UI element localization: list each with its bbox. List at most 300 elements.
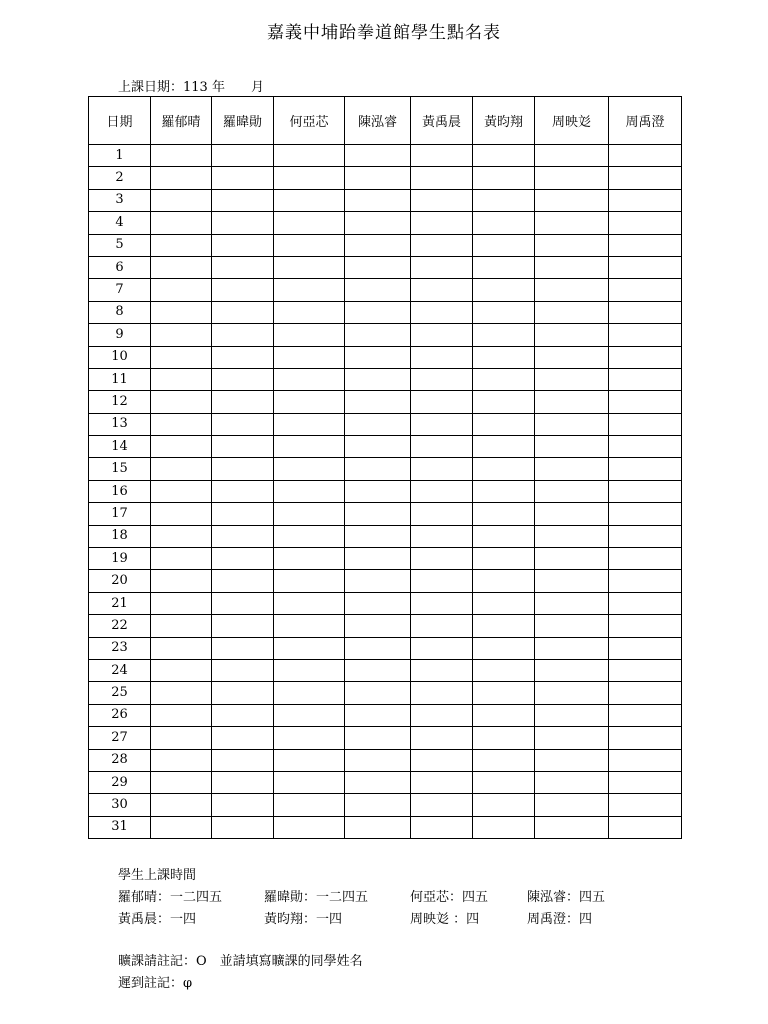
attendance-cell[interactable] <box>151 794 212 816</box>
day-row <box>89 189 682 211</box>
attendance-cell[interactable] <box>212 592 274 614</box>
attendance-cell[interactable] <box>274 615 345 637</box>
attendance-cell[interactable] <box>535 279 609 301</box>
day-row <box>89 548 682 570</box>
attendance-cell[interactable] <box>274 368 345 390</box>
attendance-cell[interactable] <box>609 704 682 726</box>
attendance-cell[interactable] <box>274 771 345 793</box>
attendance-cell[interactable] <box>609 637 682 659</box>
attendance-cell[interactable] <box>345 324 411 346</box>
attendance-cell[interactable] <box>473 659 535 681</box>
attendance-cell[interactable] <box>411 413 473 435</box>
day-number: 9 <box>89 324 151 346</box>
attendance-cell[interactable] <box>473 682 535 704</box>
day-number: 15 <box>89 458 151 480</box>
attendance-cell[interactable] <box>473 704 535 726</box>
attendance-cell[interactable] <box>473 592 535 614</box>
attendance-cell[interactable] <box>151 301 212 323</box>
attendance-cell[interactable] <box>274 704 345 726</box>
attendance-cell[interactable] <box>609 682 682 704</box>
attendance-cell[interactable] <box>473 234 535 256</box>
attendance-table <box>88 96 682 839</box>
attendance-cell[interactable] <box>609 480 682 502</box>
attendance-cell[interactable] <box>411 659 473 681</box>
attendance-cell[interactable] <box>535 704 609 726</box>
attendance-cell[interactable] <box>151 189 212 211</box>
day-number: 4 <box>89 212 151 234</box>
attendance-cell[interactable] <box>345 615 411 637</box>
attendance-cell[interactable] <box>535 615 609 637</box>
attendance-cell[interactable] <box>473 301 535 323</box>
attendance-cell[interactable] <box>609 570 682 592</box>
attendance-cell[interactable] <box>345 503 411 525</box>
header-row <box>89 97 682 145</box>
attendance-cell[interactable] <box>609 503 682 525</box>
attendance-cell[interactable] <box>411 548 473 570</box>
attendance-cell[interactable] <box>345 167 411 189</box>
attendance-cell[interactable] <box>212 212 274 234</box>
attendance-cell[interactable] <box>151 413 212 435</box>
attendance-cell[interactable] <box>473 279 535 301</box>
attendance-cell[interactable] <box>212 458 274 480</box>
attendance-cell[interactable] <box>535 368 609 390</box>
attendance-cell[interactable] <box>274 682 345 704</box>
attendance-cell[interactable] <box>274 145 345 167</box>
attendance-cell[interactable] <box>411 682 473 704</box>
attendance-cell[interactable] <box>609 234 682 256</box>
attendance-cell[interactable] <box>473 458 535 480</box>
attendance-cell[interactable] <box>151 548 212 570</box>
attendance-cell[interactable] <box>345 413 411 435</box>
attendance-cell[interactable] <box>345 682 411 704</box>
day-number: 27 <box>89 727 151 749</box>
attendance-cell[interactable] <box>212 368 274 390</box>
attendance-cell[interactable] <box>151 346 212 368</box>
schedule-entry: 羅暐勛：一二四五 <box>264 890 369 905</box>
attendance-cell[interactable] <box>411 525 473 547</box>
attendance-cell[interactable] <box>151 145 212 167</box>
attendance-cell[interactable] <box>411 234 473 256</box>
attendance-cell[interactable] <box>274 570 345 592</box>
attendance-cell[interactable] <box>535 816 609 838</box>
attendance-cell[interactable] <box>535 480 609 502</box>
attendance-cell[interactable] <box>151 458 212 480</box>
attendance-cell[interactable] <box>151 324 212 346</box>
attendance-cell[interactable] <box>345 794 411 816</box>
attendance-cell[interactable] <box>212 615 274 637</box>
attendance-cell[interactable] <box>535 301 609 323</box>
attendance-cell[interactable] <box>345 480 411 502</box>
attendance-cell[interactable] <box>411 279 473 301</box>
attendance-cell[interactable] <box>151 256 212 278</box>
attendance-cell[interactable] <box>535 503 609 525</box>
attendance-cell[interactable] <box>535 682 609 704</box>
attendance-cell[interactable] <box>212 301 274 323</box>
attendance-cell[interactable] <box>274 256 345 278</box>
attendance-cell[interactable] <box>535 727 609 749</box>
attendance-cell[interactable] <box>609 436 682 458</box>
attendance-cell[interactable] <box>411 324 473 346</box>
attendance-cell[interactable] <box>345 436 411 458</box>
attendance-cell[interactable] <box>473 167 535 189</box>
attendance-cell[interactable] <box>411 637 473 659</box>
attendance-cell[interactable] <box>274 659 345 681</box>
attendance-cell[interactable] <box>345 749 411 771</box>
attendance-cell[interactable] <box>151 436 212 458</box>
day-row <box>89 167 682 189</box>
attendance-cell[interactable] <box>609 279 682 301</box>
attendance-cell[interactable] <box>609 592 682 614</box>
attendance-cell[interactable] <box>274 794 345 816</box>
attendance-cell[interactable] <box>473 189 535 211</box>
attendance-cell[interactable] <box>535 771 609 793</box>
attendance-cell[interactable] <box>345 256 411 278</box>
attendance-cell[interactable] <box>212 570 274 592</box>
attendance-cell[interactable] <box>345 659 411 681</box>
attendance-cell[interactable] <box>212 167 274 189</box>
day-number: 5 <box>89 234 151 256</box>
attendance-cell[interactable] <box>411 503 473 525</box>
attendance-cell[interactable] <box>411 212 473 234</box>
attendance-cell[interactable] <box>609 548 682 570</box>
attendance-cell[interactable] <box>535 145 609 167</box>
day-number: 29 <box>89 771 151 793</box>
attendance-cell[interactable] <box>151 391 212 413</box>
schedule-entry: 何亞芯：四五 <box>410 890 489 905</box>
attendance-cell[interactable] <box>535 794 609 816</box>
attendance-cell[interactable] <box>212 771 274 793</box>
attendance-cell[interactable] <box>151 704 212 726</box>
attendance-cell[interactable] <box>151 615 212 637</box>
attendance-cell[interactable] <box>535 525 609 547</box>
day-row <box>89 145 682 167</box>
attendance-cell[interactable] <box>609 727 682 749</box>
attendance-cell[interactable] <box>411 458 473 480</box>
attendance-cell[interactable] <box>609 212 682 234</box>
attendance-cell[interactable] <box>212 145 274 167</box>
attendance-cell[interactable] <box>609 771 682 793</box>
attendance-cell[interactable] <box>212 234 274 256</box>
attendance-cell[interactable] <box>274 346 345 368</box>
attendance-cell[interactable] <box>609 346 682 368</box>
attendance-cell[interactable] <box>411 727 473 749</box>
attendance-cell[interactable] <box>411 794 473 816</box>
attendance-cell[interactable] <box>212 659 274 681</box>
attendance-cell[interactable] <box>151 592 212 614</box>
attendance-cell[interactable] <box>473 503 535 525</box>
attendance-cell[interactable] <box>212 727 274 749</box>
attendance-cell[interactable] <box>212 682 274 704</box>
attendance-cell[interactable] <box>473 615 535 637</box>
attendance-cell[interactable] <box>274 548 345 570</box>
attendance-cell[interactable] <box>212 503 274 525</box>
attendance-cell[interactable] <box>535 234 609 256</box>
attendance-cell[interactable] <box>274 816 345 838</box>
attendance-cell[interactable] <box>151 212 212 234</box>
attendance-cell[interactable] <box>274 391 345 413</box>
attendance-cell[interactable] <box>473 727 535 749</box>
attendance-cell[interactable] <box>274 637 345 659</box>
attendance-cell[interactable] <box>212 480 274 502</box>
attendance-cell[interactable] <box>151 234 212 256</box>
attendance-cell[interactable] <box>535 256 609 278</box>
attendance-cell[interactable] <box>212 749 274 771</box>
attendance-cell[interactable] <box>151 727 212 749</box>
attendance-cell[interactable] <box>535 458 609 480</box>
attendance-cell[interactable] <box>151 167 212 189</box>
attendance-cell[interactable] <box>473 637 535 659</box>
attendance-cell[interactable] <box>473 816 535 838</box>
attendance-cell[interactable] <box>151 771 212 793</box>
attendance-cell[interactable] <box>345 368 411 390</box>
attendance-cell[interactable] <box>212 279 274 301</box>
attendance-cell[interactable] <box>345 346 411 368</box>
attendance-cell[interactable] <box>345 727 411 749</box>
attendance-cell[interactable] <box>274 301 345 323</box>
attendance-cell[interactable] <box>609 391 682 413</box>
attendance-cell[interactable] <box>151 525 212 547</box>
attendance-cell[interactable] <box>345 592 411 614</box>
attendance-cell[interactable] <box>411 771 473 793</box>
attendance-cell[interactable] <box>411 145 473 167</box>
attendance-cell[interactable] <box>345 548 411 570</box>
schedule-row <box>118 886 678 908</box>
attendance-cell[interactable] <box>473 749 535 771</box>
attendance-cell[interactable] <box>411 368 473 390</box>
attendance-cell[interactable] <box>609 525 682 547</box>
schedule-entry: 黃昀翔：一四 <box>264 912 343 927</box>
attendance-cell[interactable] <box>609 413 682 435</box>
attendance-cell[interactable] <box>274 279 345 301</box>
attendance-cell[interactable] <box>535 212 609 234</box>
attendance-cell[interactable] <box>473 368 535 390</box>
attendance-cell[interactable] <box>274 234 345 256</box>
day-number: 2 <box>89 167 151 189</box>
day-row <box>89 525 682 547</box>
attendance-cell[interactable] <box>411 615 473 637</box>
attendance-cell[interactable] <box>274 189 345 211</box>
attendance-cell[interactable] <box>345 771 411 793</box>
day-number: 14 <box>89 436 151 458</box>
attendance-cell[interactable] <box>473 570 535 592</box>
page-title: 嘉義中埔跆拳道館學生點名表 <box>267 23 501 43</box>
attendance-cell[interactable] <box>274 749 345 771</box>
day-number: 31 <box>89 816 151 838</box>
attendance-cell[interactable] <box>411 592 473 614</box>
day-row <box>89 301 682 323</box>
attendance-cell[interactable] <box>609 615 682 637</box>
attendance-cell[interactable] <box>535 749 609 771</box>
attendance-cell[interactable] <box>212 413 274 435</box>
attendance-cell[interactable] <box>535 548 609 570</box>
attendance-cell[interactable] <box>345 570 411 592</box>
attendance-cell[interactable] <box>411 167 473 189</box>
day-number: 24 <box>89 659 151 681</box>
attendance-cell[interactable] <box>411 346 473 368</box>
attendance-cell[interactable] <box>473 391 535 413</box>
attendance-cell[interactable] <box>473 794 535 816</box>
attendance-cell[interactable] <box>473 771 535 793</box>
day-row <box>89 256 682 278</box>
attendance-cell[interactable] <box>609 301 682 323</box>
attendance-cell[interactable] <box>345 816 411 838</box>
attendance-cell[interactable] <box>151 637 212 659</box>
attendance-cell[interactable] <box>473 256 535 278</box>
attendance-cell[interactable] <box>473 436 535 458</box>
absence-legend: 曠課請註記：O 並請填寫曠課的同學姓名 <box>118 954 363 969</box>
attendance-cell[interactable] <box>345 525 411 547</box>
attendance-cell[interactable] <box>473 346 535 368</box>
attendance-cell[interactable] <box>345 212 411 234</box>
attendance-cell[interactable] <box>609 189 682 211</box>
attendance-cell[interactable] <box>345 145 411 167</box>
day-row <box>89 794 682 816</box>
schedule-entry: 陳泓睿：四五 <box>527 890 606 905</box>
attendance-cell[interactable] <box>151 503 212 525</box>
attendance-cell[interactable] <box>535 570 609 592</box>
attendance-cell[interactable] <box>345 637 411 659</box>
attendance-cell[interactable] <box>274 324 345 346</box>
attendance-cell[interactable] <box>411 704 473 726</box>
attendance-cell[interactable] <box>274 503 345 525</box>
attendance-cell[interactable] <box>212 548 274 570</box>
attendance-cell[interactable] <box>411 391 473 413</box>
attendance-cell[interactable] <box>345 458 411 480</box>
attendance-cell[interactable] <box>212 525 274 547</box>
student-column-header: 黃昀翔 <box>473 97 535 145</box>
attendance-cell[interactable] <box>609 816 682 838</box>
attendance-cell[interactable] <box>345 391 411 413</box>
date-column-header: 日期 <box>89 97 151 145</box>
attendance-cell[interactable] <box>535 637 609 659</box>
attendance-cell[interactable] <box>212 346 274 368</box>
schedule-entry: 羅郁晴：一二四五 <box>118 890 223 905</box>
attendance-cell[interactable] <box>274 167 345 189</box>
attendance-cell[interactable] <box>535 346 609 368</box>
attendance-cell[interactable] <box>151 570 212 592</box>
attendance-cell[interactable] <box>411 301 473 323</box>
day-row <box>89 324 682 346</box>
attendance-cell[interactable] <box>274 212 345 234</box>
attendance-cell[interactable] <box>274 480 345 502</box>
late-legend: 遲到註記：φ <box>118 976 193 991</box>
day-row <box>89 212 682 234</box>
attendance-cell[interactable] <box>151 682 212 704</box>
attendance-cell[interactable] <box>609 145 682 167</box>
attendance-cell[interactable] <box>473 548 535 570</box>
attendance-cell[interactable] <box>535 659 609 681</box>
attendance-cell[interactable] <box>411 816 473 838</box>
attendance-cell[interactable] <box>473 212 535 234</box>
attendance-cell[interactable] <box>212 189 274 211</box>
attendance-cell[interactable] <box>411 749 473 771</box>
attendance-cell[interactable] <box>345 189 411 211</box>
attendance-cell[interactable] <box>151 816 212 838</box>
attendance-cell[interactable] <box>411 436 473 458</box>
attendance-cell[interactable] <box>274 436 345 458</box>
attendance-cell[interactable] <box>274 458 345 480</box>
day-row <box>89 413 682 435</box>
class-date-line: 上課日期：113 年 月 <box>118 80 264 95</box>
attendance-cell[interactable] <box>212 324 274 346</box>
attendance-cell[interactable] <box>212 391 274 413</box>
attendance-cell[interactable] <box>535 592 609 614</box>
attendance-cell[interactable] <box>212 794 274 816</box>
attendance-cell[interactable] <box>212 256 274 278</box>
attendance-cell[interactable] <box>411 570 473 592</box>
day-row <box>89 346 682 368</box>
day-row <box>89 234 682 256</box>
day-row <box>89 659 682 681</box>
day-row <box>89 279 682 301</box>
attendance-cell[interactable] <box>535 324 609 346</box>
attendance-cell[interactable] <box>473 324 535 346</box>
day-number: 20 <box>89 570 151 592</box>
day-number: 12 <box>89 391 151 413</box>
attendance-cell[interactable] <box>473 525 535 547</box>
attendance-cell[interactable] <box>212 704 274 726</box>
attendance-cell[interactable] <box>151 279 212 301</box>
attendance-cell[interactable] <box>345 704 411 726</box>
attendance-cell[interactable] <box>609 794 682 816</box>
attendance-cell[interactable] <box>151 480 212 502</box>
attendance-cell[interactable] <box>411 256 473 278</box>
day-number: 3 <box>89 189 151 211</box>
day-row <box>89 637 682 659</box>
day-number: 23 <box>89 637 151 659</box>
attendance-cell[interactable] <box>151 749 212 771</box>
attendance-cell[interactable] <box>609 256 682 278</box>
attendance-cell[interactable] <box>411 480 473 502</box>
attendance-cell[interactable] <box>345 279 411 301</box>
attendance-cell[interactable] <box>212 637 274 659</box>
attendance-cell[interactable] <box>274 413 345 435</box>
attendance-cell[interactable] <box>473 413 535 435</box>
attendance-cell[interactable] <box>212 816 274 838</box>
attendance-cell[interactable] <box>535 413 609 435</box>
attendance-cell[interactable] <box>535 167 609 189</box>
attendance-cell[interactable] <box>535 189 609 211</box>
attendance-cell[interactable] <box>345 234 411 256</box>
attendance-cell[interactable] <box>274 727 345 749</box>
attendance-cell[interactable] <box>535 436 609 458</box>
attendance-cell[interactable] <box>609 368 682 390</box>
student-column-header: 羅暐勛 <box>212 97 274 145</box>
attendance-cell[interactable] <box>274 525 345 547</box>
attendance-cell[interactable] <box>535 391 609 413</box>
attendance-cell[interactable] <box>151 368 212 390</box>
day-row <box>89 458 682 480</box>
attendance-cell[interactable] <box>274 592 345 614</box>
attendance-cell[interactable] <box>473 480 535 502</box>
attendance-cell[interactable] <box>151 659 212 681</box>
schedule-entry: 黃禹晨：一四 <box>118 912 197 927</box>
attendance-cell[interactable] <box>609 659 682 681</box>
attendance-cell[interactable] <box>609 749 682 771</box>
day-row <box>89 391 682 413</box>
attendance-cell[interactable] <box>212 436 274 458</box>
attendance-cell[interactable] <box>411 189 473 211</box>
attendance-cell[interactable] <box>609 167 682 189</box>
day-number: 11 <box>89 368 151 390</box>
day-row <box>89 704 682 726</box>
day-number: 16 <box>89 480 151 502</box>
attendance-cell[interactable] <box>609 324 682 346</box>
attendance-cell[interactable] <box>473 145 535 167</box>
day-number: 26 <box>89 704 151 726</box>
attendance-cell[interactable] <box>345 301 411 323</box>
attendance-cell[interactable] <box>609 458 682 480</box>
